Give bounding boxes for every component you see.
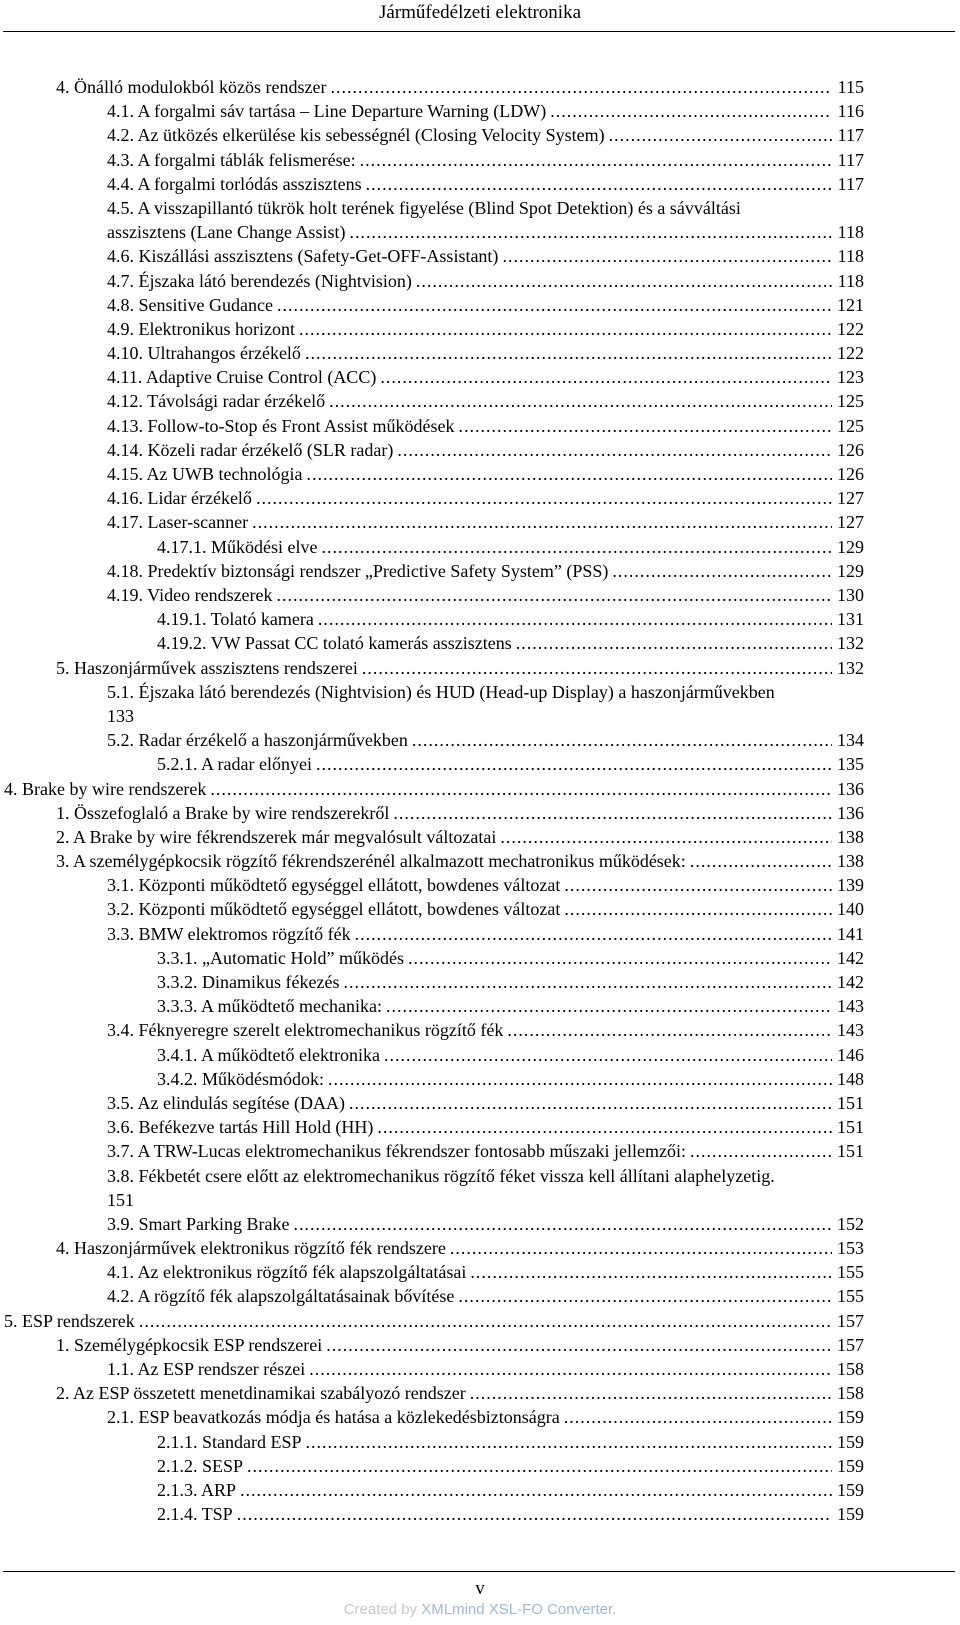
dot-leader xyxy=(349,220,832,244)
toc-entry-title-continued: asszisztens (Lane Change Assist) xyxy=(107,222,346,243)
toc-entry-page: 142 xyxy=(837,947,864,968)
toc-entry-page: 138 xyxy=(837,851,864,872)
toc-entry-page: 158 xyxy=(837,1383,864,1404)
toc-entry-title: 4.19. Video rendszerek xyxy=(107,584,273,605)
toc-entry-title: 4.15. Az UWB technológia xyxy=(107,464,303,485)
toc-entry-page: 141 xyxy=(837,923,864,944)
toc-entry[interactable] xyxy=(0,148,960,172)
toc-entry-page: 155 xyxy=(837,1286,864,1307)
toc-entry-title: 3.6. Befékezve tartás Hill Hold (HH) xyxy=(107,1117,374,1138)
toc-entry-title: 3.4. Féknyeregre szerelt elektromechanikus rögzítő fék xyxy=(107,1020,504,1041)
toc-entry-page: 133 xyxy=(107,705,134,726)
toc-entry-page: 157 xyxy=(837,1310,864,1331)
toc-entry-title: 2. Az ESP összetett menetdinamikai szabályozó rendszer xyxy=(56,1383,466,1404)
dot-leader xyxy=(380,365,832,389)
toc-entry-page: 136 xyxy=(837,802,864,823)
toc-entry[interactable] xyxy=(0,414,960,438)
toc-entry-title: 4. Brake by wire rendszerek xyxy=(4,778,207,799)
dot-leader xyxy=(459,414,832,438)
dot-leader xyxy=(326,1333,832,1357)
toc-entry-title: 4.3. A forgalmi táblák felismerése: xyxy=(107,149,356,170)
toc-entry[interactable] xyxy=(0,244,960,268)
dot-leader xyxy=(377,1115,832,1139)
toc-entry[interactable] xyxy=(0,172,960,196)
dot-leader xyxy=(550,99,832,123)
toc-entry-page: 129 xyxy=(837,536,864,557)
toc-entry-page: 140 xyxy=(837,899,864,920)
dot-leader xyxy=(412,728,832,752)
toc-entry[interactable] xyxy=(0,970,960,994)
toc-entry-page: 159 xyxy=(837,1479,864,1500)
dot-leader xyxy=(564,1405,832,1429)
toc-entry-page: 117 xyxy=(837,125,864,146)
dot-leader xyxy=(507,1018,832,1042)
toc-entry-page: 118 xyxy=(837,270,864,291)
toc-entry[interactable] xyxy=(0,1164,960,1212)
toc-entry-page: 123 xyxy=(837,367,864,388)
toc-entry-title: 3.1. Központi működtető egységgel ellátott, bowdenes változat xyxy=(107,875,561,896)
toc-entry-page: 125 xyxy=(837,391,864,412)
dot-leader xyxy=(210,777,832,801)
toc-entry-title: 4.6. Kiszállási asszisztens (Safety-Get-OFF-Assistant) xyxy=(107,246,499,267)
dot-leader xyxy=(470,1381,832,1405)
dot-leader xyxy=(564,873,832,897)
toc-entry-title: 5.2.1. A radar előnyei xyxy=(157,754,312,775)
dot-leader xyxy=(277,583,832,607)
toc-entry[interactable] xyxy=(0,1139,960,1163)
toc-entry[interactable] xyxy=(0,1091,960,1115)
toc-entry-title: 5. Haszonjárművek asszisztens rendszerei xyxy=(56,657,358,678)
toc-entry-page: 152 xyxy=(837,1213,864,1234)
toc-entry-page: 143 xyxy=(837,996,864,1017)
toc-entry-page: 159 xyxy=(837,1431,864,1452)
dot-leader xyxy=(408,946,832,970)
toc-entry-page: 121 xyxy=(837,294,864,315)
toc-entry-page: 151 xyxy=(837,1117,864,1138)
dot-leader xyxy=(612,559,832,583)
toc-entry[interactable] xyxy=(0,462,960,486)
toc-entry-page: 118 xyxy=(837,222,864,243)
toc-entry-title: 3.4.1. A működtető elektronika xyxy=(157,1044,380,1065)
toc-entry[interactable] xyxy=(0,873,960,897)
toc-entry[interactable] xyxy=(0,1115,960,1139)
toc-entry[interactable] xyxy=(0,1236,960,1260)
toc-entry-page: 136 xyxy=(837,778,864,799)
dot-leader xyxy=(355,922,832,946)
toc-entry-title: 3.5. Az elindulás segítése (DAA) xyxy=(107,1092,345,1113)
toc-entry-title: 1.1. Az ESP rendszer részei xyxy=(107,1359,306,1380)
footer-rule xyxy=(3,1571,955,1572)
dot-leader xyxy=(316,752,832,776)
toc-entry[interactable] xyxy=(0,438,960,462)
document-title: Járműfedélzeti elektronika xyxy=(378,2,582,23)
toc-entry-page: 159 xyxy=(837,1407,864,1428)
dot-leader xyxy=(386,994,832,1018)
toc-entry-title: 3.3. BMW elektromos rögzítő fék xyxy=(107,923,351,944)
toc-entry-title: 3.3.3. A működtető mechanika: xyxy=(157,996,382,1017)
toc-entry[interactable] xyxy=(0,849,960,873)
toc-entry-page: 159 xyxy=(837,1504,864,1525)
toc-entry-page: 142 xyxy=(837,972,864,992)
toc-entry[interactable] xyxy=(0,1357,960,1381)
toc-entry-page: 129 xyxy=(837,560,864,581)
toc-entry[interactable] xyxy=(0,994,960,1018)
toc-entry-title: 4.7. Éjszaka látó berendezés (Nightvision) xyxy=(107,270,412,291)
toc-entry[interactable] xyxy=(0,75,960,99)
dot-leader xyxy=(328,1067,832,1091)
toc-entry-title: 4.12. Távolsági radar érzékelő xyxy=(107,391,326,412)
toc-entry-page: 134 xyxy=(837,730,864,751)
toc-entry-title: 3.9. Smart Parking Brake xyxy=(107,1213,290,1234)
toc-entry[interactable] xyxy=(0,123,960,147)
dot-leader xyxy=(564,897,832,921)
toc-entry-page: 127 xyxy=(837,488,864,509)
toc-entry[interactable] xyxy=(0,365,960,389)
dot-leader xyxy=(247,1454,832,1478)
toc-entry-title: 5.1. Éjszaka látó berendezés (Nightvision) és HUD (Head-up Display) a haszonjárművekben xyxy=(107,681,775,702)
dot-leader xyxy=(343,970,832,994)
toc-entry[interactable] xyxy=(0,801,960,825)
toc-entry-page: 117 xyxy=(837,173,864,194)
dot-leader xyxy=(360,148,832,172)
dot-leader xyxy=(384,1043,832,1067)
dot-leader xyxy=(139,1309,832,1333)
toc-entry-page: 157 xyxy=(837,1334,864,1355)
dot-leader xyxy=(349,1091,832,1115)
toc-entry[interactable] xyxy=(0,777,960,801)
dot-leader xyxy=(318,607,832,631)
toc-entry-title: 4.4. A forgalmi torlódás asszisztens xyxy=(107,173,362,194)
toc-entry-page: 115 xyxy=(837,77,864,97)
dot-leader xyxy=(309,1357,832,1381)
page-number: v xyxy=(475,1578,485,1599)
toc-entry[interactable] xyxy=(0,559,960,583)
toc-entry-title: 2.1.2. SESP xyxy=(157,1455,244,1476)
dot-leader xyxy=(366,172,832,196)
toc-entry[interactable] xyxy=(0,535,960,559)
toc-entry-title: 3.8. Fékbetét csere előtt az elektromechanikus rögzítő féket vissza kell állítani alaphelyzetig. xyxy=(107,1165,775,1186)
toc-entry-page: 122 xyxy=(837,343,864,364)
toc-entry-title: 3.3.1. „Automatic Hold” működés xyxy=(157,947,404,968)
toc-entry-title: 4.16. Lidar érzékelő xyxy=(107,488,252,509)
dot-leader xyxy=(299,317,832,341)
toc-entry[interactable] xyxy=(0,946,960,970)
toc-entry-page: 132 xyxy=(837,633,864,654)
dot-leader xyxy=(397,438,832,462)
toc-entry[interactable] xyxy=(0,1502,960,1526)
toc-entry[interactable] xyxy=(0,293,960,317)
header-rule xyxy=(3,31,955,32)
toc-entry[interactable] xyxy=(0,389,960,413)
dot-leader xyxy=(362,656,832,680)
toc-entry-title: 4.1. Az elektronikus rögzítő fék alapszolgáltatásai xyxy=(107,1262,467,1283)
toc-entry[interactable] xyxy=(0,825,960,849)
toc-entry-page: 118 xyxy=(837,246,864,267)
toc-entry[interactable] xyxy=(0,631,960,655)
dot-leader xyxy=(293,1212,832,1236)
toc-entry[interactable] xyxy=(0,1018,960,1042)
toc-entry-title: 5. ESP rendszerek xyxy=(4,1310,135,1331)
dot-leader xyxy=(470,1260,832,1284)
toc-entry-page: 159 xyxy=(837,1455,864,1476)
toc-entry-page: 122 xyxy=(837,318,864,339)
toc-entry-title: 4.11. Adaptive Cruise Control (ACC) xyxy=(107,367,377,388)
toc-entry-page: 116 xyxy=(837,101,864,122)
toc-entry-title: 4.9. Elektronikus horizont xyxy=(107,318,295,339)
toc-entry-title: 4. Haszonjárművek elektronikus rögzítő fék rendszere xyxy=(56,1238,446,1259)
toc-entry-title: 3.3.2. Dinamikus fékezés xyxy=(157,972,340,992)
toc-entry-title: 4.2. Az ütközés elkerülése kis sebességnél (Closing Velocity System) xyxy=(107,125,605,146)
toc-entry[interactable] xyxy=(0,196,960,244)
dot-leader xyxy=(458,1284,832,1308)
dot-leader xyxy=(393,801,832,825)
toc-entry[interactable] xyxy=(0,583,960,607)
toc-entry[interactable] xyxy=(0,1260,960,1284)
dot-leader xyxy=(237,1502,832,1526)
toc-entry-title: 4. Önálló modulokból közös rendszer xyxy=(56,77,327,97)
toc-entry-page: 155 xyxy=(837,1262,864,1283)
toc-entry-title: 2. A Brake by wire fékrendszerek már megvalósult változatai xyxy=(56,826,497,847)
toc-entry-page: 127 xyxy=(837,512,864,533)
dot-leader xyxy=(500,825,832,849)
toc-entry[interactable] xyxy=(0,922,960,946)
dot-leader xyxy=(240,1478,832,1502)
toc-entry[interactable] xyxy=(0,99,960,123)
toc-entry-title: 2.1. ESP beavatkozás módja és hatása a közlekedésbiztonságra xyxy=(107,1407,560,1428)
generator-note xyxy=(0,1600,960,1620)
toc-entry[interactable] xyxy=(0,680,960,728)
toc-entry[interactable] xyxy=(0,752,960,776)
dot-leader xyxy=(256,486,832,510)
toc-entry-page: 117 xyxy=(837,149,864,170)
toc-entry[interactable] xyxy=(0,1381,960,1405)
toc-entry-page: 151 xyxy=(837,1141,864,1162)
toc-entry[interactable] xyxy=(0,1043,960,1067)
toc-entry-title: 2.1.4. TSP xyxy=(157,1504,233,1525)
toc-entry[interactable] xyxy=(0,1478,960,1502)
running-header xyxy=(0,0,960,31)
toc-entry[interactable] xyxy=(0,607,960,631)
toc-entry-title: 1. Összefoglaló a Brake by wire rendszerekről xyxy=(56,802,390,823)
toc-entry-title: 4.19.1. Tolató kamera xyxy=(157,609,314,630)
toc-entry-title: 2.1.3. ARP xyxy=(157,1479,237,1500)
toc-entry-title: 3. A személygépkocsik rögzítő fékrendszerénél alkalmazott mechatronikus működések: xyxy=(56,851,686,872)
toc-entry-title: 3.7. A TRW-Lucas elektromechanikus fékrendszer fontosabb műszaki jellemzői: xyxy=(107,1141,687,1162)
toc-entry-page: 143 xyxy=(837,1020,864,1041)
toc-entry-page: 151 xyxy=(837,1092,864,1113)
toc-entry-title: 3.4.2. Működésmódok: xyxy=(157,1068,325,1089)
toc-entry-page: 130 xyxy=(837,584,864,605)
dot-leader xyxy=(609,123,832,147)
toc-entry-title: 4.8. Sensitive Gudance xyxy=(107,294,273,315)
toc-entry[interactable] xyxy=(0,341,960,365)
toc-entry-page: 125 xyxy=(837,415,864,436)
toc-entry-page: 131 xyxy=(837,609,864,630)
toc-entry-title: 2.1.1. Standard ESP xyxy=(157,1431,302,1452)
dot-leader xyxy=(321,535,832,559)
toc-entry[interactable] xyxy=(0,1212,960,1236)
toc-entry[interactable] xyxy=(0,1454,960,1478)
toc-entry-title: 4.19.2. VW Passat CC tolató kamerás asszisztens xyxy=(157,633,512,654)
toc-entry-title: 4.2. A rögzítő fék alapszolgáltatásainak bővítése xyxy=(107,1286,455,1307)
generator-brand-link[interactable]: XMLmind XSL-FO Converter. xyxy=(421,1601,617,1618)
dot-leader xyxy=(516,631,832,655)
dot-leader xyxy=(690,1139,832,1163)
toc-entry[interactable] xyxy=(0,486,960,510)
toc-entry-title: 4.10. Ultrahangos érzékelő xyxy=(107,343,301,364)
toc-entry-page: 153 xyxy=(837,1238,864,1259)
toc-entry-title: 5.2. Radar érzékelő a haszonjárművekben xyxy=(107,730,408,751)
toc-entry[interactable] xyxy=(0,897,960,921)
toc-entry[interactable] xyxy=(0,656,960,680)
dot-leader xyxy=(450,1236,832,1260)
toc-entry-page: 132 xyxy=(837,657,864,678)
toc-entry[interactable] xyxy=(0,728,960,752)
dot-leader xyxy=(306,1430,832,1454)
toc-entry-title: 4.17. Laser-scanner xyxy=(107,512,249,533)
toc-entry-page: 138 xyxy=(837,826,864,847)
toc-entry-page: 146 xyxy=(837,1044,864,1065)
dot-leader xyxy=(329,389,832,413)
toc-entry[interactable] xyxy=(0,317,960,341)
dot-leader xyxy=(330,75,832,99)
toc-entry-title: 4.14. Közeli radar érzékelő (SLR radar) xyxy=(107,439,394,460)
dot-leader xyxy=(690,849,832,873)
toc-entry-page: 151 xyxy=(107,1189,134,1210)
toc-entry-page: 158 xyxy=(837,1359,864,1380)
toc-entry-page: 135 xyxy=(837,754,864,775)
toc-entry[interactable] xyxy=(0,510,960,534)
dot-leader xyxy=(416,269,832,293)
toc-entry-title: 3.2. Központi működtető egységgel ellátott, bowdenes változat xyxy=(107,899,561,920)
toc-entry-title: 4.5. A visszapillantó tükrök holt terének figyelése (Blind Spot Detektion) és a sávváltási xyxy=(107,197,741,218)
toc-entry[interactable] xyxy=(0,269,960,293)
toc-entry-page: 148 xyxy=(837,1068,864,1089)
dot-leader xyxy=(306,462,832,486)
toc-entry[interactable] xyxy=(0,1333,960,1357)
toc-entry[interactable] xyxy=(0,1405,960,1429)
dot-leader xyxy=(252,510,832,534)
toc-entry[interactable] xyxy=(0,1309,960,1333)
dot-leader xyxy=(305,341,832,365)
toc-entry-title: 4.13. Follow-to-Stop és Front Assist működések xyxy=(107,415,455,436)
dot-leader xyxy=(277,293,832,317)
dot-leader xyxy=(502,244,832,268)
toc-entry-title: 4.17.1. Működési elve xyxy=(157,536,318,557)
toc-entry-page: 126 xyxy=(837,439,864,460)
toc-entry-title: 4.18. Predektív biztonsági rendszer „Predictive Safety System” (PSS) xyxy=(107,560,609,581)
toc-entry-page: 139 xyxy=(837,875,864,896)
generator-prefix: Created by xyxy=(343,1601,418,1618)
toc-entry-title: 4.1. A forgalmi sáv tartása – Line Departure Warning (LDW) xyxy=(107,101,547,122)
toc-entry[interactable] xyxy=(0,1430,960,1454)
table-of-contents xyxy=(0,75,960,1526)
toc-entry-title: 1. Személygépkocsik ESP rendszerei xyxy=(56,1334,323,1355)
toc-entry-page: 126 xyxy=(837,464,864,485)
toc-entry[interactable] xyxy=(0,1067,960,1091)
toc-entry[interactable] xyxy=(0,1284,960,1308)
